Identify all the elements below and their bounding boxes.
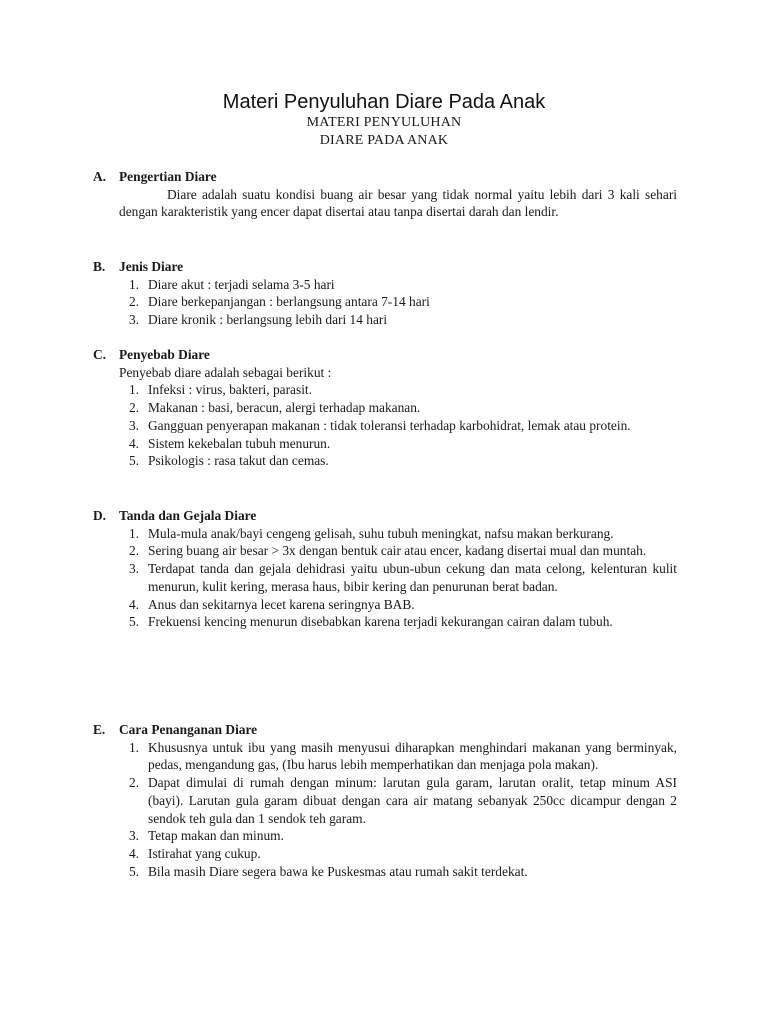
penanganan-list [93, 739, 677, 881]
item-text: Khususnya untuk ibu yang masih menyusui diharapkan menghindari makanan yang berminyak, pedas, mengandung gas, (Ibu harus lebih memperhatikan dan menjaga pola makan). [148, 739, 677, 773]
item-number: 2. [128, 294, 139, 310]
item-number: 4. [128, 435, 139, 451]
item-text: Gangguan penyerapan makanan : tidak toleransi terhadap karbohidrat, lemak atau protein. [148, 417, 631, 433]
section-tanda-gejala [93, 507, 677, 631]
item-text: Frekuensi kencing menurun disebabkan karena terjadi kekurangan cairan dalam tubuh. [148, 614, 613, 630]
section-letter: A. [93, 169, 107, 184]
jenis-list [93, 276, 677, 329]
item-number: 1. [128, 739, 139, 755]
section-heading [93, 346, 677, 364]
tanda-gejala-list [93, 525, 677, 631]
item-text: Diare berkepanjangan : berlangsung antara 7-14 hari [148, 294, 430, 310]
penyebab-list [93, 381, 677, 470]
item-number: 3. [128, 417, 139, 433]
list-item [93, 435, 677, 453]
section-heading [93, 721, 677, 739]
item-text: Tetap makan dan minum. [148, 828, 284, 844]
item-text: Diare kronik : berlangsung lebih dari 14 hari [148, 312, 388, 328]
list-item [93, 311, 677, 329]
list-item [93, 417, 677, 435]
item-number: 5. [128, 453, 139, 469]
item-number: 4. [128, 845, 139, 861]
item-text: Makanan : basi, beracun, alergi terhadap makanan. [148, 400, 421, 416]
item-number: 2. [128, 543, 139, 559]
list-item [93, 596, 677, 614]
item-number: 3. [128, 561, 139, 577]
section-letter: D. [93, 508, 107, 523]
list-item [93, 613, 677, 631]
section-heading [93, 507, 677, 525]
section-heading [93, 258, 677, 276]
list-item [93, 542, 677, 560]
section-title: Jenis Diare [119, 259, 184, 274]
section-jenis [93, 258, 677, 329]
list-item [93, 739, 677, 774]
list-item [93, 381, 677, 399]
list-item [93, 399, 677, 417]
section-title: Penyebab Diare [119, 347, 210, 362]
item-text: Anus dan sekitarnya lecet karena seringnya BAB. [148, 596, 415, 612]
section-title: Pengertian Diare [119, 169, 217, 184]
list-item [93, 774, 677, 827]
subtitle-line-1: MATERI PENYULUHAN [306, 115, 462, 130]
section-heading [93, 168, 677, 186]
item-text: Psikologis : rasa takut dan cemas. [148, 453, 329, 469]
section-penanganan [93, 721, 677, 880]
list-item [93, 863, 677, 881]
document-title: Materi Penyuluhan Diare Pada Anak [222, 91, 546, 113]
section-title: Tanda dan Gejala Diare [119, 508, 257, 523]
item-number: 1. [128, 382, 139, 398]
subtitle-line-2: DIARE PADA ANAK [319, 133, 449, 148]
section-paragraph: Diare adalah suatu kondisi buang air besar yang tidak normal yaitu lebih dari 3 kali sehari dengan karakteristik yang encer dapat disertai atau tanpa disertai darah dan lendir. [119, 186, 677, 220]
item-number: 3. [128, 312, 139, 328]
section-letter: E. [93, 722, 106, 737]
section-penyebab [93, 346, 677, 470]
list-item [93, 560, 677, 595]
item-text: Infeksi : virus, bakteri, parasit. [148, 382, 312, 398]
list-item [93, 845, 677, 863]
item-number: 5. [128, 614, 139, 630]
item-number: 1. [128, 276, 139, 292]
section-pengertian [93, 168, 677, 221]
item-text: Sistem kekebalan tubuh menurun. [148, 435, 331, 451]
section-letter: B. [93, 259, 106, 274]
section-intro: Penyebab diare adalah sebagai berikut : [119, 364, 332, 380]
list-item [93, 293, 677, 311]
item-number: 3. [128, 828, 139, 844]
item-text: Dapat dimulai di rumah dengan minum: larutan gula garam, larutan oralit, tetap minum ASI (bayi). Larutan gula garam dibuat dengan cara air matang sebanyak 250cc dicampur dengan 2 sendok teh gula dan 1 sendok teh garam. [148, 775, 677, 826]
item-text: Istirahat yang cukup. [148, 845, 261, 861]
item-text: Diare akut : terjadi selama 3-5 hari [148, 276, 335, 292]
item-text: Mula-mula anak/bayi cengeng gelisah, suhu tubuh meningkat, nafsu makan berkurang. [148, 525, 614, 541]
section-letter: C. [93, 347, 107, 362]
item-number: 2. [128, 400, 139, 416]
item-number: 5. [128, 863, 139, 879]
item-text: Bila masih Diare segera bawa ke Puskesmas atau rumah sakit terdekat. [148, 863, 528, 879]
item-text: Terdapat tanda dan gejala dehidrasi yaitu ubun-ubun cekung dan mata celong, kelenturan kulit menurun, kulit kering, merasa haus, bibir kering dan penurunan berat badan. [148, 561, 677, 594]
list-item [93, 276, 677, 294]
section-title: Cara Penanganan Diare [119, 722, 258, 737]
item-number: 1. [128, 525, 139, 541]
list-item [93, 452, 677, 470]
list-item [93, 525, 677, 543]
item-text: Sering buang air besar > 3x dengan bentuk cair atau encer, kadang disertai mual dan muntah. [148, 543, 647, 559]
item-number: 4. [128, 596, 139, 612]
item-number: 2. [128, 775, 139, 791]
list-item [93, 827, 677, 845]
